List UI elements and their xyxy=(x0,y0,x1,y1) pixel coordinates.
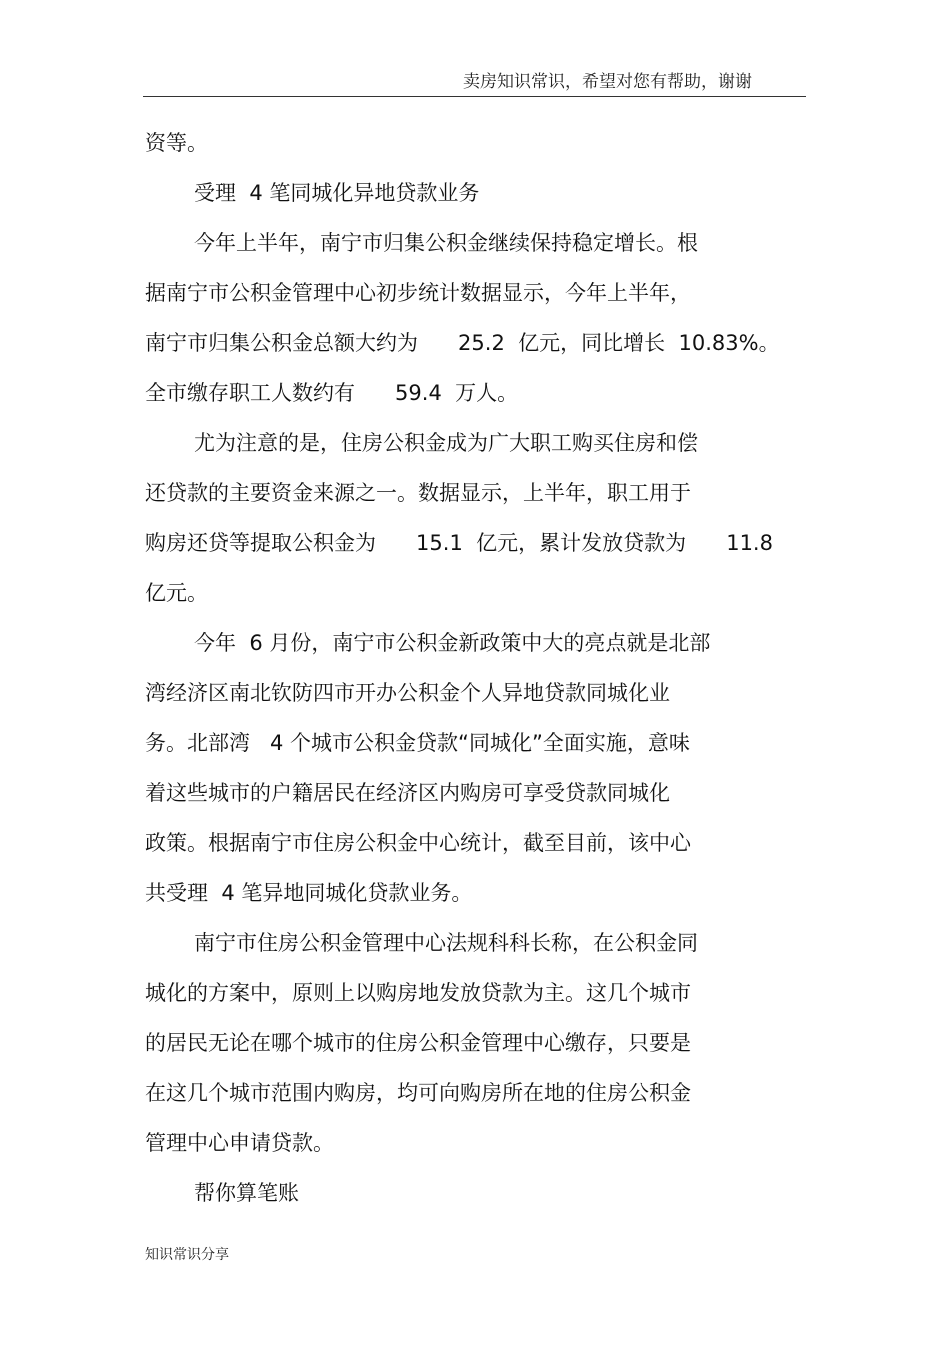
section-heading: 帮你算笔账 xyxy=(194,1181,299,1205)
page-footer: 知识常识分享 xyxy=(145,1247,229,1263)
text-line: 湾经济区南北钦防四市开办公积金个人异地贷款同城化业 xyxy=(145,681,670,705)
text-line: 购房还贷等提取公积金为 15.1 亿元，累计发放贷款为 11.8 xyxy=(145,531,773,555)
text-line: 亿元。 xyxy=(145,581,208,605)
text-line: 政策。根据南宁市住房公积金中心统计，截至目前，该中心 xyxy=(145,831,691,855)
text-line: 南宁市住房公积金管理中心法规科科长称，在公积金同 xyxy=(194,931,698,955)
header-text: 卖房知识常识，希望对您有帮助，谢谢 xyxy=(463,72,752,92)
text-line: 管理中心申请贷款。 xyxy=(145,1131,334,1155)
text-line: 的居民无论在哪个城市的住房公积金管理中心缴存，只要是 xyxy=(145,1031,691,1055)
text-line: 据南宁市公积金管理中心初步统计数据显示，今年上半年， xyxy=(145,281,691,305)
text-line: 南宁市归集公积金总额大约为 25.2 亿元，同比增长 10.83%。 xyxy=(145,331,780,355)
text-line: 资等。 xyxy=(145,131,208,155)
text-line: 全市缴存职工人数约有 59.4 万人。 xyxy=(145,381,519,405)
text-line: 还贷款的主要资金来源之一。数据显示，上半年，职工用于 xyxy=(145,481,691,505)
header-divider xyxy=(143,96,806,97)
text-line: 务。北部湾 4 个城市公积金贷款“同城化”全面实施，意味 xyxy=(145,731,690,755)
text-line: 共受理 4 笔异地同城化贷款业务。 xyxy=(145,881,473,905)
text-line: 今年上半年，南宁市归集公积金继续保持稳定增长。根 xyxy=(194,231,698,255)
text-line: 着这些城市的户籍居民在经济区内购房可享受贷款同城化 xyxy=(145,781,670,805)
section-heading: 受理 4 笔同城化异地贷款业务 xyxy=(194,181,480,205)
text-line: 在这几个城市范围内购房，均可向购房所在地的住房公积金 xyxy=(145,1081,691,1105)
text-line: 尤为注意的是，住房公积金成为广大职工购买住房和偿 xyxy=(194,431,698,455)
text-line: 今年 6 月份，南宁市公积金新政策中大的亮点就是北部 xyxy=(194,631,711,655)
text-line: 城化的方案中，原则上以购房地发放贷款为主。这几个城市 xyxy=(145,981,691,1005)
